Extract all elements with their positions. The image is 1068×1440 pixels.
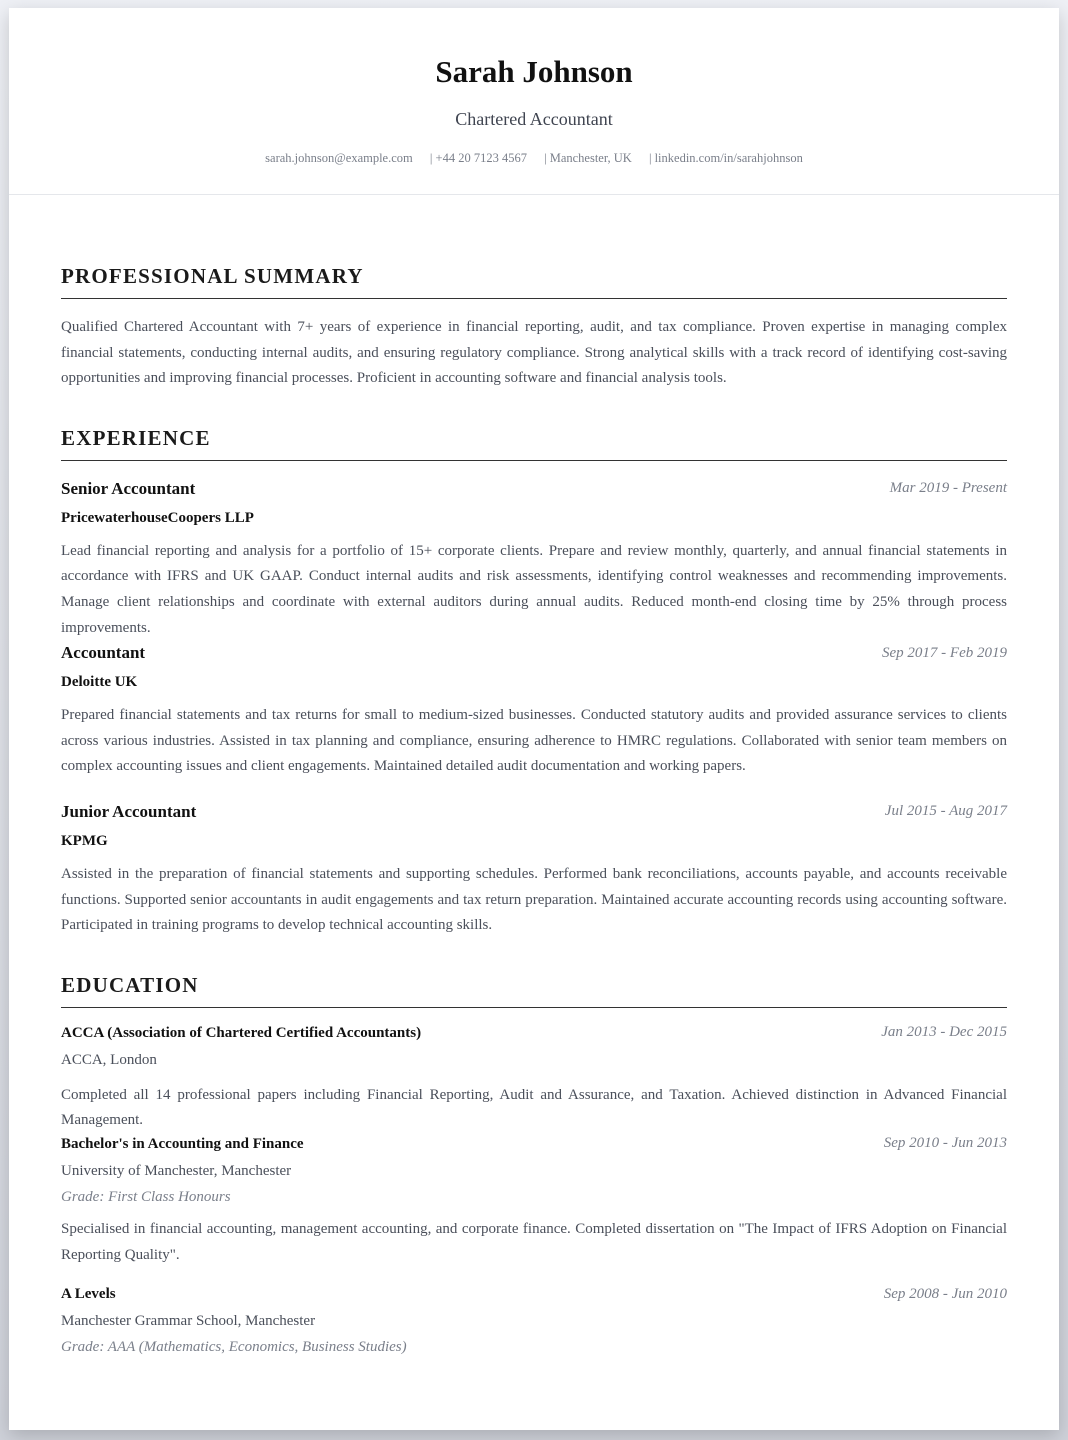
job-title: Junior Accountant — [61, 801, 197, 821]
education-heading: EDUCATION — [61, 971, 1007, 1008]
job-company: PricewaterhouseCoopers LLP — [61, 509, 254, 526]
education-date: Sep 2008 - Jun 2010 — [883, 1285, 1007, 1302]
candidate-title: Chartered Accountant — [455, 109, 613, 129]
job-description: Assisted in the preparation of financial statements and supporting schedules. Performed bank reconciliations, accounts payable, and accounts receivable functions. Supported senior accountants in audit engagements and tax return preparation. Maintained accurate accounting records using accounting software. Participated in training programs to develop technical accounting skills. — [61, 865, 1007, 934]
summary-heading: PROFESSIONAL SUMMARY — [61, 262, 1007, 299]
contact-phone: | +44 20 7123 4567 — [429, 151, 527, 165]
education-item — [61, 1284, 1007, 1357]
resume-page — [9, 8, 1059, 1430]
summary-text: Qualified Chartered Accountant with 7+ years of experience in financial reporting, audit, and tax compliance. Proven expertise in managing complex financial statements, conducting internal audits, and ensuring regulatory compliance. Strong analytical skills with a track record of identifying cost-saving opportunities and improving financial processes. Proficient in accounting software and financial analysis tools. — [61, 319, 1007, 387]
job-title: Senior Accountant — [61, 478, 196, 498]
institution: Manchester Grammar School, Manchester — [61, 1313, 316, 1330]
resume-header — [9, 8, 1059, 195]
job-description: Lead financial reporting and analysis for a portfolio of 15+ corporate clients. Prepare and review monthly, quarterly, and annual financial statements in accordance with IFRS and UK GAAP. Conduct internal audits and risk assessments, identifying control weaknesses and recommending improvements. Manage client relationships and coordinate with external auditors during annual audits. Reduced month-end closing time by 25% through process improvements. — [61, 542, 1007, 636]
education-description: Specialised in financial accounting, management accounting, and corporate finance. Completed dissertation on "The Impact of IFRS Adoption on Financial Reporting Quality". — [61, 1220, 1007, 1263]
contact-location: | Manchester, UK — [544, 151, 632, 165]
contact-line — [9, 150, 1059, 166]
job-date: Mar 2019 - Present — [889, 480, 1007, 497]
degree: Bachelor's in Accounting and Finance — [61, 1135, 304, 1152]
grade: Grade: First Class Honours — [61, 1188, 231, 1205]
contact-linkedin: | linkedin.com/in/sarahjohnson — [648, 151, 803, 165]
candidate-name: Sarah Johnson — [435, 54, 633, 89]
job-company: Deloitte UK — [61, 674, 138, 691]
degree: A Levels — [61, 1286, 116, 1303]
experience-item — [61, 641, 1007, 780]
job-company: KPMG — [61, 832, 108, 849]
grade: Grade: AAA (Mathematics, Economics, Business Studies) — [61, 1339, 407, 1356]
job-title: Accountant — [61, 643, 146, 663]
education-description: Completed all 14 professional papers including Financial Reporting, Audit and Assurance, and Taxation. Achieved distinction in Advanced Financial Management. — [61, 1086, 1007, 1129]
education-date: Sep 2010 - Jun 2013 — [883, 1135, 1007, 1152]
resume-body — [9, 262, 1059, 1357]
job-description: Prepared financial statements and tax returns for small to medium-sized businesses. Conducted statutory audits and provided assurance services to clients across various industries. Assisted in tax planning and compliance, ensuring adherence to HMRC regulations. Collaborated with senior team members on complex accounting issues and client engagements. Maintained detailed audit documentation and working papers. — [61, 707, 1007, 775]
institution: University of Manchester, Manchester — [61, 1162, 292, 1179]
education-date: Jan 2013 - Dec 2015 — [881, 1024, 1007, 1041]
degree: ACCA (Association of Chartered Certified Accountants) — [61, 1024, 422, 1041]
experience-heading: EXPERIENCE — [61, 424, 1007, 461]
contact-email: sarah.johnson@example.com — [265, 151, 413, 165]
job-date: Sep 2017 - Feb 2019 — [882, 644, 1007, 661]
experience-item — [61, 477, 1007, 641]
job-date: Jul 2015 - Aug 2017 — [884, 803, 1007, 820]
education-item — [61, 1134, 1007, 1268]
education-item — [61, 1023, 1007, 1134]
institution: ACCA, London — [61, 1051, 157, 1068]
experience-item — [61, 800, 1007, 939]
